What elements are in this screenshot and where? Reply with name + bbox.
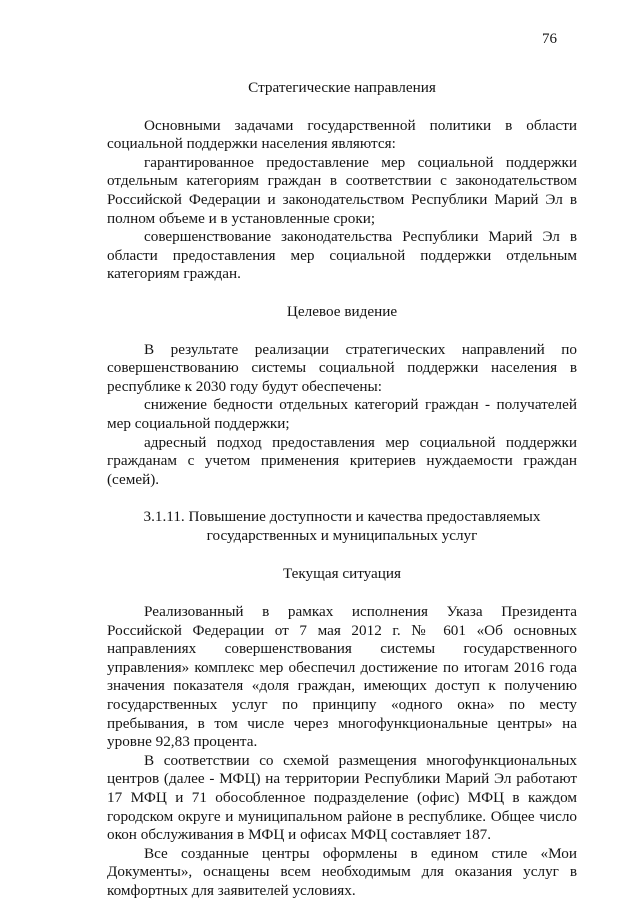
- section-heading-strategic-directions: Стратегические направления: [248, 79, 436, 96]
- paragraph: совершенствование законодательства Республики Марий Эл в области предоставления мер социальной поддержки отдельным категориям граждан.: [107, 228, 577, 283]
- section-heading-current-situation: Текущая ситуация: [282, 565, 402, 583]
- document-body: [107, 79, 577, 901]
- paragraph: Реализованный в рамках исполнения Указа Президента Российской Федерации от 7 мая 2012 г. № 601 «Об основных направлениях совершенствования системы государственного управления» комплекс мер обеспечил достижение по итогам 2016 года значения показателя «доля граждан, имеющих доступ к получению государственных услуг по принципу «одного окна» по месту пребывания, в том числе через многофункциональные центры» на уровне 92,83 процента.: [107, 603, 577, 751]
- page-number: 76: [542, 31, 557, 47]
- paragraph: В результате реализации стратегических направлений по совершенствованию системы социальной поддержки населения в республике к 2030 году будут обеспечены:: [107, 340, 577, 395]
- paragraph: гарантированное предоставление мер социальной поддержки отдельным категориям граждан в соответствии с законодательством Российской Федерации и законодательством Республики Марий Эл в полном объеме и в установленные сроки;: [107, 153, 577, 227]
- subsection-title-line1: 3.1.11. Повышение доступности и качества предоставляемых: [143, 508, 541, 526]
- subsection-title-line2: государственных и муниципальных услуг: [206, 526, 478, 544]
- paragraph: адресный подход предоставления мер социальной поддержки гражданам с учетом применения критериев нуждаемости граждан (семей).: [107, 433, 577, 488]
- paragraph: снижение бедности отдельных категорий граждан - получателей мер социальной поддержки;: [107, 396, 577, 432]
- paragraph: Все созданные центры оформлены в едином стиле «Мои Документы», оснащены всем необходимым для оказания услуг в комфортных для заявителей условиях.: [107, 844, 577, 899]
- paragraph: В соответствии со схемой размещения многофункциональных центров (далее - МФЦ) на территории Республики Марий Эл работают 17 МФЦ и 71 обособленное подразделение (офис) МФЦ в каждом городском округе и муниципальном районе в республике. Общее число окон обслуживания в МФЦ и офисах МФЦ составляет 187.: [107, 751, 577, 844]
- paragraph: Основными задачами государственной политики в области социальной поддержки населения являются:: [107, 116, 577, 153]
- section-heading-target-vision: Целевое видение: [286, 302, 398, 320]
